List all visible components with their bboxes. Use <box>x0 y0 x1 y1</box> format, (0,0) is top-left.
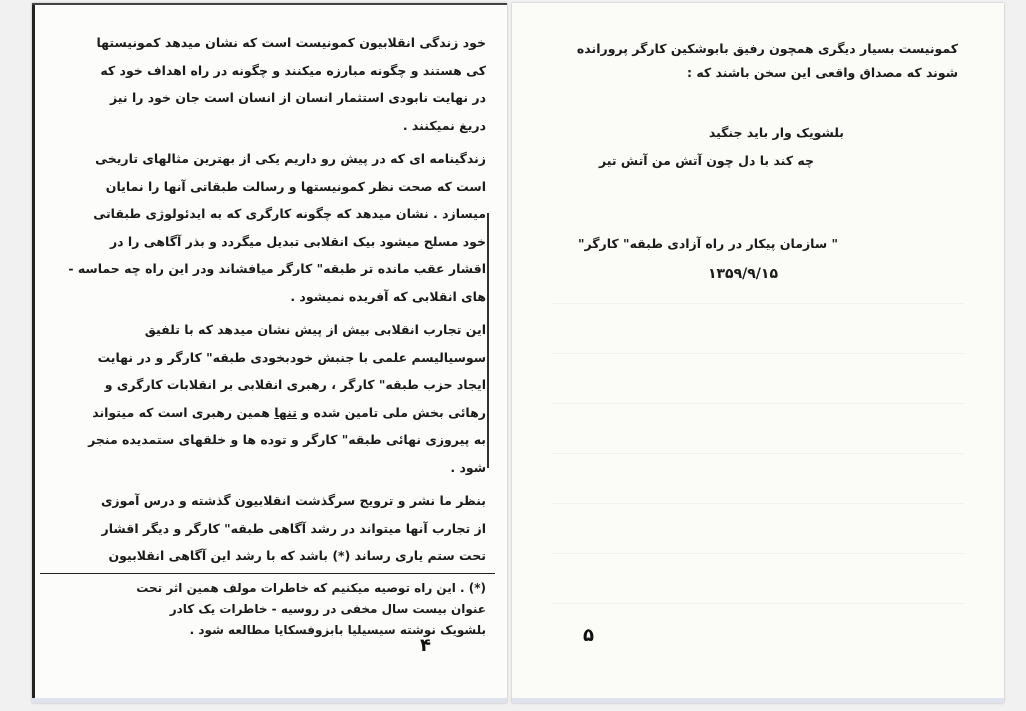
text-line: دریغ نمیکنند . <box>402 117 486 133</box>
text-line: از تجارب آنها میتواند در رشد آگاهی طبقه" کارگر و دیگر اقشار <box>101 520 486 536</box>
underlined-word: تنها <box>274 404 297 420</box>
footnote-line: بلشویک نوشته سیسیلیا بابزوفسکایا مطالعه شود . <box>189 623 486 637</box>
paragraph <box>46 487 486 570</box>
poem-line: چه کند با دل چون آتش من آتش تیر <box>598 153 814 168</box>
text-line: اقشار عقب مانده تر طبقه" کارگر میافشاند ودر این راه چه حماسه - <box>68 261 486 276</box>
text-line: خود زندگی انقلابیون کمونیست است که نشان میدهد کمونیستها <box>96 35 486 50</box>
text-line: کی هستند و چگونه مبارزه میکنند و چگونه در راه اهداف خود که <box>100 62 486 78</box>
text-line: این تجارب انقلابی بیش از پیش نشان میدهد که با تلفیق <box>144 322 486 337</box>
text-line: شود . <box>450 459 486 475</box>
right-page <box>512 3 1004 703</box>
paragraph <box>46 29 486 139</box>
paragraph <box>46 145 486 310</box>
footnote-line: (*) . این راه توصیه میکنیم که خاطرات مولف همین اثر تحت <box>136 581 486 595</box>
text-line: شوند که مصداق واقعی این سخن باشند که : <box>686 65 958 80</box>
footnote-line: عنوان بیست سال مخفی در روسیه - خاطرات یک کادر <box>169 602 486 616</box>
text-line: سوسیالیسم علمی با جنبش خودبخودی طبقه" کارگر و در نهایت <box>97 349 486 365</box>
paragraph <box>46 316 486 481</box>
text-line: بنظر ما نشر و ترویج سرگذشت انقلابیون گذشته و درس آموزی <box>100 493 486 508</box>
text-line: ایجاد حزب طبقه" کارگر ، رهبری انقلابی بر انقلابات کارگری و <box>104 377 486 392</box>
text-line: به پیروزی نهائی طبقه" کارگر و توده ها و خلقهای ستمدیده منجر <box>88 432 486 447</box>
text-line: در نهایت نابودی استثمار انسان از انسان است جان خود را نیز <box>110 90 486 105</box>
text-line: های انقلابی که آفریده نمیشود . <box>290 288 486 304</box>
page-number: ۴ <box>420 635 431 656</box>
text-line: میسازد . نشان میدهد که چگونه کارگری که به ایدئولوژی طبقاتی <box>93 206 486 221</box>
left-page <box>32 3 507 703</box>
footnote <box>46 578 486 641</box>
footnote-separator <box>40 573 495 574</box>
text-line-underlined: رهائی بخش ملی تامین شده و تنها همین رهبری است که میتواند <box>92 404 486 420</box>
poem <box>524 119 844 175</box>
signature-date: ۱۳۵۹/۹/۱۵ <box>707 266 778 282</box>
page-binding-edge <box>32 3 35 703</box>
text-line: کمونیست بسیار دیگری همچون رفیق بابوشکین کارگر پرورانده <box>576 41 958 56</box>
organization-signature: " سازمان پیکار در راه آزادی طبقه" کارگر" <box>577 236 838 251</box>
left-page-body <box>46 29 486 570</box>
page-scan-shadow <box>487 213 489 468</box>
signature-block <box>518 229 838 289</box>
text-line: است که صحت نظر کمونیستها و رسالت طبقاتی آنها را نمایان <box>105 178 486 194</box>
closing-paragraph <box>538 37 958 85</box>
text-line: تحت ستم یاری رساند (*) باشد که با رشد این آگاهی انقلابیون <box>108 548 486 563</box>
page-number: ۵ <box>583 625 594 646</box>
text-line: خود مسلح میشود بیک انقلابی تبدیل میگردد و بذر آگاهی را در <box>109 233 486 249</box>
page-top-edge <box>32 3 507 5</box>
text-line: زندگینامه ای که در پیش رو داریم یکی از بهترین مثالهای تاریخی <box>95 151 486 166</box>
poem-line: بلشویک وار باید جنگید <box>708 125 844 140</box>
